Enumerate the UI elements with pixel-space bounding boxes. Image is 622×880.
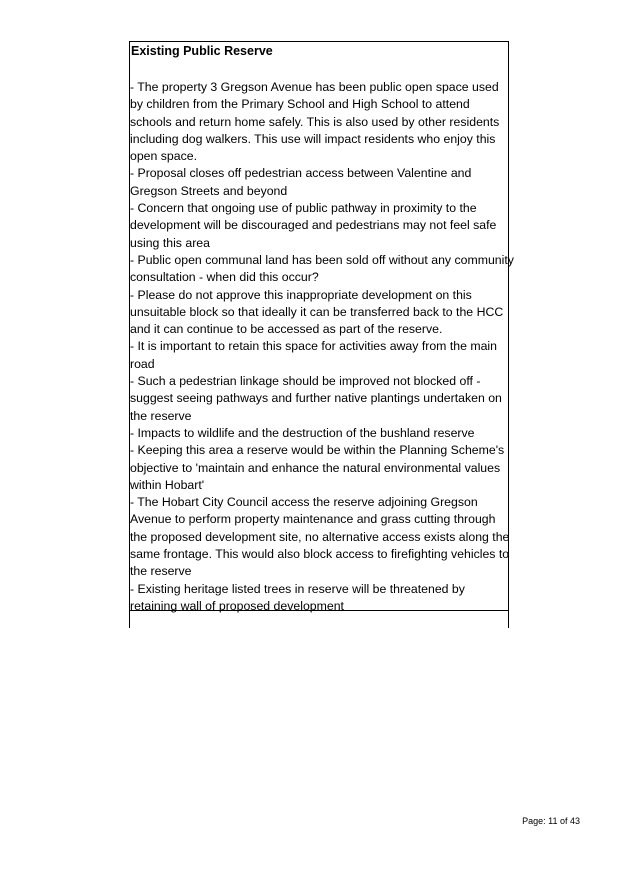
section-title: Existing Public Reserve xyxy=(131,44,273,58)
body-line: - Public open communal land has been sold off without any community xyxy=(130,252,514,267)
body-line: - Existing heritage listed trees in reserve will be threatened by xyxy=(130,581,465,596)
body-line: - Keeping this area a reserve would be within the Planning Scheme's xyxy=(130,443,505,458)
body-line: schools and return home safely. This is also used by other residents xyxy=(130,114,500,129)
body-line: by children from the Primary School and High School to attend xyxy=(130,97,470,112)
body-line: open space. xyxy=(130,149,198,164)
body-line: the reserve xyxy=(130,408,192,423)
body-line: within Hobart' xyxy=(130,477,205,492)
body-line: suggest seeing pathways and further native plantings undertaken on xyxy=(130,391,502,406)
body-line: - It is important to retain this space for activities away from the main xyxy=(130,339,497,354)
body-line: unsuitable block so that ideally it can be transferred back to the HCC xyxy=(130,304,504,319)
body-line: road xyxy=(130,356,155,371)
body-line: Avenue to perform property maintenance and grass cutting through xyxy=(130,512,496,527)
body-line: - The property 3 Gregson Avenue has been public open space used xyxy=(130,80,499,94)
body-line: same frontage. This would also block access to firefighting vehicles to xyxy=(130,547,510,562)
body-line: objective to 'maintain and enhance the natural environmental values xyxy=(130,460,501,475)
section-body xyxy=(130,79,514,615)
empty-table-row xyxy=(129,610,509,628)
body-line: - Please do not approve this inappropriate development on this xyxy=(130,287,472,302)
body-line: - Proposal closes off pedestrian access between Valentine and xyxy=(130,166,472,181)
body-line: including dog walkers. This use will impact residents who enjoy this xyxy=(130,131,496,146)
body-line: - Such a pedestrian linkage should be improved not blocked off - xyxy=(130,374,481,389)
page-number: Page: 11 of 43 xyxy=(522,816,580,826)
body-line: using this area xyxy=(130,235,210,250)
body-line: retaining wall of proposed development xyxy=(130,598,344,613)
body-line: - Impacts to wildlife and the destruction of the bushland reserve xyxy=(130,425,475,440)
body-line: the reserve xyxy=(130,564,192,579)
body-line: - The Hobart City Council access the reserve adjoining Gregson xyxy=(130,495,478,510)
body-line: consultation - when did this occur? xyxy=(130,270,319,285)
body-line: Gregson Streets and beyond xyxy=(130,183,288,198)
body-line: and it can continue to be accessed as part of the reserve. xyxy=(130,322,443,337)
body-line: - Concern that ongoing use of public pathway in proximity to the xyxy=(130,201,477,216)
body-line: development will be discouraged and pedestrians may not feel safe xyxy=(130,218,497,233)
submission-table xyxy=(129,41,514,613)
body-line: the proposed development site, no alternative access exists along the xyxy=(130,529,510,544)
